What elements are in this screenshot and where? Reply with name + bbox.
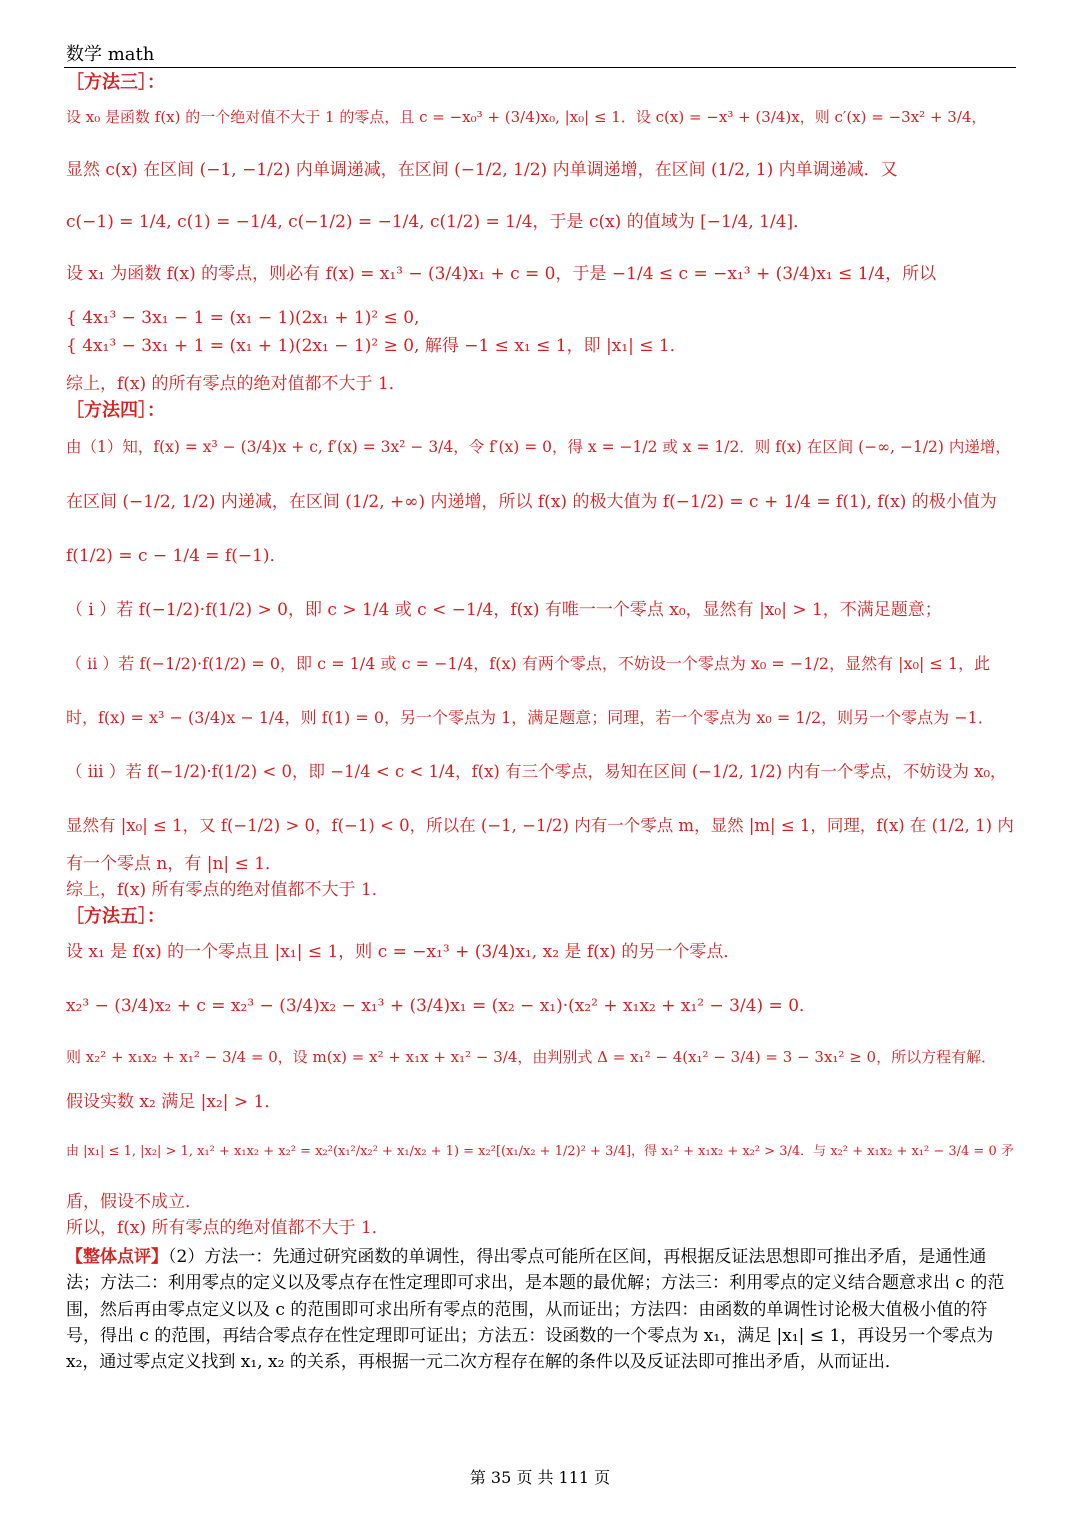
method-heading: ［方法五］： bbox=[66, 906, 165, 927]
document-header-title: 数学 math bbox=[66, 44, 155, 65]
solution-line: c(−1) = 1/4, c(1) = −1/4, c(−1/2) = −1/4, c(1/2) = 1/4，于是 c(x) 的值域为 [−1/4, 1/4]． bbox=[66, 212, 811, 232]
solution-line: 所以，f(x) 所有零点的绝对值都不大于 1． bbox=[66, 1218, 389, 1238]
solution-line: （ iii ）若 f(−1/2)·f(1/2) < 0，即 −1/4 < c < 1/4，f(x) 有三个零点，易知在区间 (−1/2, 1/2) 内有一个零点，不妨设为 x₀， bbox=[66, 762, 1007, 781]
solution-line: x₂³ − (3/4)x₂ + c = x₂³ − (3/4)x₂ − x₁³ + (3/4)x₁ = (x₂ − x₁)·(x₂² + x₁x₂ + x₁² − 3/4) = 0． bbox=[66, 996, 817, 1016]
solution-line: 有一个零点 n，有 |n| ≤ 1． bbox=[66, 854, 283, 874]
solution-line: 综上，f(x) 所有零点的绝对值都不大于 1． bbox=[66, 880, 389, 900]
solution-line: 设 x₁ 为函数 f(x) 的零点，则必有 f(x) = x₁³ − (3/4)x₁ + c = 0，于是 −1/4 ≤ c = −x₁³ + (3/4)x₁ ≤ 1/4，所以 bbox=[66, 264, 937, 284]
solution-line: 在区间 (−1/2, 1/2) 内递减，在区间 (1/2, +∞) 内递增，所以 f(x) 的极大值为 f(−1/2) = c + 1/4 = f(1), f(x) 的极小值为 bbox=[66, 492, 997, 512]
solution-line: 时，f(x) = x³ − (3/4)x − 1/4，则 f(1) = 0，另一个零点为 1，满足题意；同理，若一个零点为 x₀ = 1/2，则另一个零点为 −1． bbox=[66, 708, 994, 727]
review-label: 【整体点评】 bbox=[66, 1247, 168, 1267]
method-heading: ［方法四］： bbox=[66, 400, 165, 421]
solution-line: 盾，假设不成立． bbox=[66, 1192, 202, 1212]
solution-line: { 4x₁³ − 3x₁ − 1 = (x₁ − 1)(2x₁ + 1)² ≤ 0, bbox=[66, 308, 420, 328]
solution-line: 则 x₂² + x₁x₂ + x₁² − 3/4 = 0，设 m(x) = x² + x₁x + x₁² − 3/4，由判别式 Δ = x₁² − 4(x₁² − 3/4) = 3 − 3x₁² ≥ 0，所以方程有解． bbox=[66, 1048, 997, 1066]
solution-line: 综上，f(x) 的所有零点的绝对值都不大于 1． bbox=[66, 374, 406, 394]
page-number: 第 35 页 共 111 页 bbox=[469, 1468, 611, 1487]
overall-review bbox=[66, 1244, 1016, 1376]
solution-line: 显然 c(x) 在区间 (−1, −1/2) 内单调递减，在区间 (−1/2, 1/2) 内单调递增，在区间 (1/2, 1) 内单调递减．又 bbox=[66, 160, 898, 180]
solution-line: （ i ）若 f(−1/2)·f(1/2) > 0，即 c > 1/4 或 c < −1/4，f(x) 有唯一一个零点 x₀，显然有 |x₀| > 1，不满足题意； bbox=[66, 600, 942, 620]
solution-line: 由 |x₁| ≤ 1, |x₂| > 1, x₁² + x₁x₂ + x₂² = x₂²(x₁²/x₂² + x₁/x₂ + 1) = x₂²[(x₁/x₂ + 1/2)² + 3/4]，得 x₁² + x₁x₂ + x₂² > 3/4．与 x₂² + x₁x₂ + x₁² − 3/4 = 0 矛 bbox=[66, 1144, 1014, 1159]
method-heading: ［方法三］： bbox=[66, 72, 165, 93]
solution-line: f(1/2) = c − 1/4 = f(−1)． bbox=[66, 546, 287, 566]
solution-line: { 4x₁³ − 3x₁ + 1 = (x₁ + 1)(2x₁ − 1)² ≥ 0, 解得 −1 ≤ x₁ ≤ 1，即 |x₁| ≤ 1． bbox=[66, 336, 687, 356]
solution-line: 假设实数 x₂ 满足 |x₂| > 1． bbox=[66, 1092, 282, 1112]
solution-line: （ ii ）若 f(−1/2)·f(1/2) = 0，即 c = 1/4 或 c = −1/4，f(x) 有两个零点，不妨设一个零点为 x₀ = −1/2，显然有 |x₀| ≤ 1，此 bbox=[66, 654, 991, 673]
solution-line: 设 x₀ 是函数 f(x) 的一个绝对值不大于 1 的零点，且 c = −x₀³ + (3/4)x₀, |x₀| ≤ 1．设 c(x) = −x³ + (3/4)x，则 c′(x) = −3x² + 3/4， bbox=[66, 108, 987, 126]
solution-line: 由（1）知，f(x) = x³ − (3/4)x + c, f′(x) = 3x² − 3/4，令 f′(x) = 0，得 x = −1/2 或 x = 1/2．则 f(x) 在区间 (−∞, −1/2) 内递增， bbox=[66, 438, 1011, 456]
header-divider bbox=[64, 67, 1016, 68]
solution-line: 设 x₁ 是 f(x) 的一个零点且 |x₁| ≤ 1，则 c = −x₁³ + (3/4)x₁, x₂ 是 f(x) 的另一个零点． bbox=[66, 942, 741, 962]
review-text: （2）方法一：先通过研究函数的单调性，得出零点可能所在区间，再根据反证法思想即可推出矛盾，是通性通法；方法二：利用零点的定义以及零点存在性定理即可求出，是本题的最优解；方法三：利用零点的定义结合题意求出 c 的范围，然后再由零点定义以及 c 的范围即可求出所有零点的范围，从而证出；方法四：由函数的单调性讨论极大值极小值的符号，得出 c 的范围，再结合零点存在性定理即可证出；方法五：设函数的一个零点为 x₁，满足 |x₁| ≤ 1，再设另一个零点为 x₂，通过零点定义找到 x₁, x₂ 的关系，再根据一元二次方程存在解的条件以及反证法即可推出矛盾，从而证出． bbox=[66, 1247, 1005, 1373]
solution-line: 显然有 |x₀| ≤ 1，又 f(−1/2) > 0，f(−1) < 0，所以在 (−1, −1/2) 内有一个零点 m，显然 |m| ≤ 1，同理，f(x) 在 (1/2, 1) 内 bbox=[66, 816, 1014, 835]
